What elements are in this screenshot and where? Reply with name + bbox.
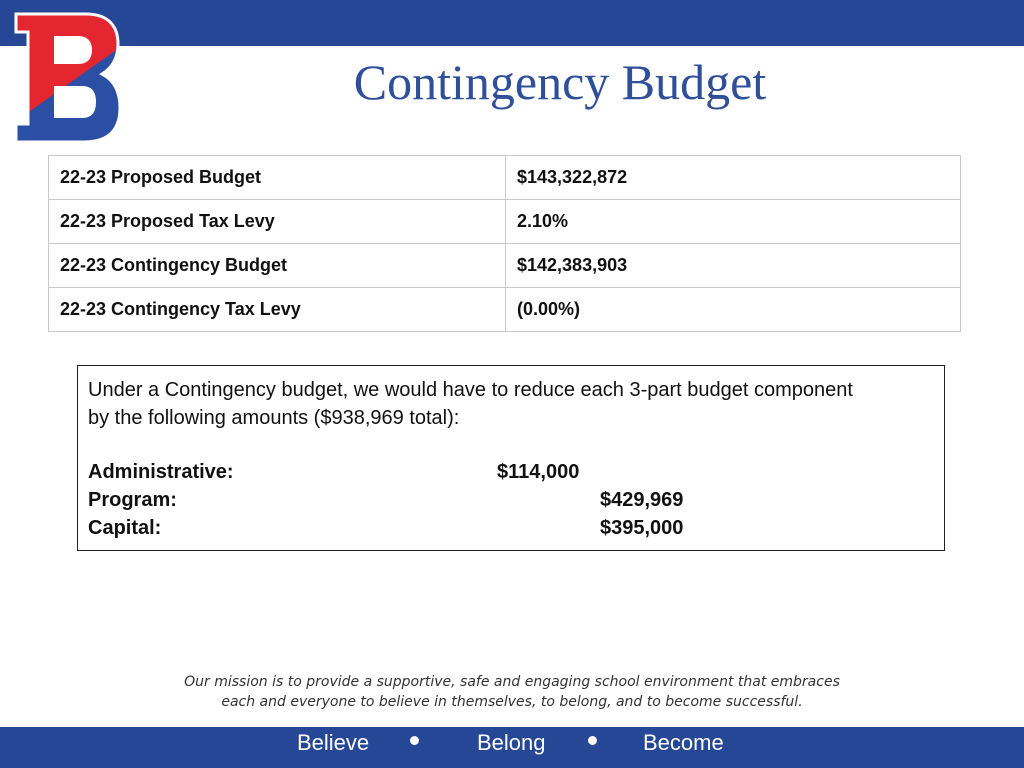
row-value: $143,322,872 <box>506 156 961 200</box>
row-label: 22-23 Proposed Tax Levy <box>49 200 506 244</box>
budget-summary-table <box>48 155 961 332</box>
mission-line: Our mission is to provide a supportive, safe and engaging school environment that embraces <box>184 674 840 690</box>
mission-statement <box>150 672 874 712</box>
table-row <box>49 244 961 288</box>
table-row <box>49 156 961 200</box>
mission-line: each and everyone to believe in themselves, to belong, and to become successful. <box>221 694 803 710</box>
page-title: Contingency Budget <box>353 54 767 110</box>
component-amount: $429,969 <box>600 489 684 511</box>
top-banner-bar <box>0 0 1024 46</box>
component-label: Program: <box>88 489 177 511</box>
row-label: 22-23 Contingency Tax Levy <box>49 288 506 332</box>
motto-become: Become <box>643 730 724 755</box>
bullet-dot-icon <box>410 736 419 745</box>
row-label: 22-23 Proposed Budget <box>49 156 506 200</box>
row-value: 2.10% <box>506 200 961 244</box>
row-value: (0.00%) <box>506 288 961 332</box>
table-row <box>49 200 961 244</box>
component-label: Administrative: <box>88 461 234 483</box>
motto-footer-bar <box>0 727 1024 768</box>
component-amount: $114,000 <box>497 461 580 483</box>
school-b-logo <box>12 12 122 144</box>
row-value: $142,383,903 <box>506 244 961 288</box>
contingency-reduction-box <box>77 365 945 551</box>
component-list <box>88 458 934 542</box>
component-label: Capital: <box>88 517 162 539</box>
bullet-dot-icon <box>588 736 597 745</box>
component-amount: $395,000 <box>600 517 684 539</box>
component-row-capital <box>88 514 934 542</box>
row-label: 22-23 Contingency Budget <box>49 244 506 288</box>
motto-believe: Believe <box>297 730 370 755</box>
component-row-administrative <box>88 458 934 486</box>
component-row-program <box>88 486 934 514</box>
table-row <box>49 288 961 332</box>
contingency-intro-text: Under a Contingency budget, we would have to reduce each 3-part budget component by the following amounts ($938,969 total): <box>88 379 853 429</box>
motto-belong: Belong <box>477 730 546 755</box>
